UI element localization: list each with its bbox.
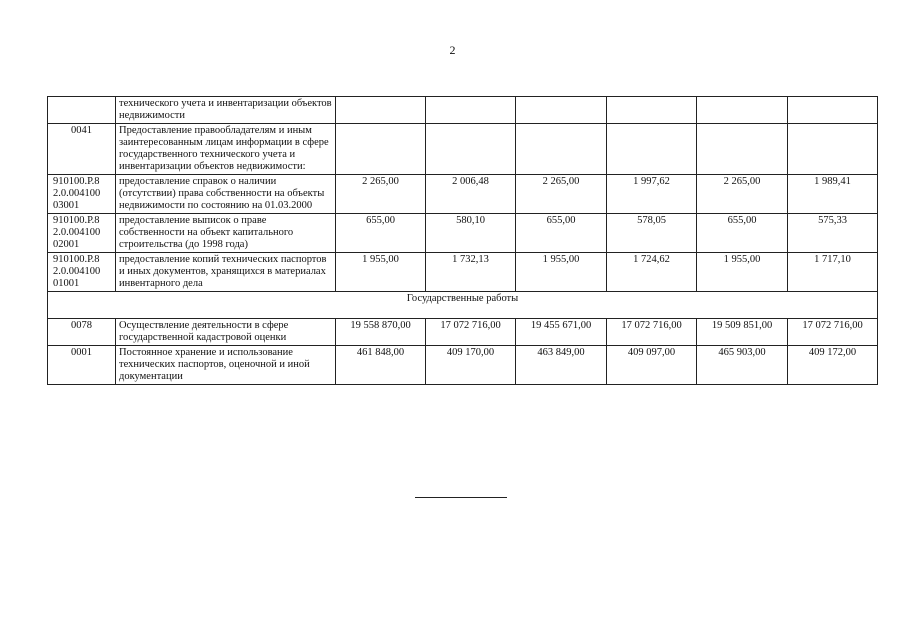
row-description: предоставление копий технических паспортов и иных документов, хранящихся в материалах инвентарного дела <box>116 253 336 292</box>
row-description: Постоянное хранение и использование технических паспортов, оценочной и иной документации <box>116 346 336 385</box>
row-value: 2 265,00 <box>697 175 788 214</box>
row-value: 19 455 671,00 <box>516 319 607 346</box>
row-code <box>48 97 116 124</box>
row-value <box>607 124 697 175</box>
footer-divider <box>415 497 507 498</box>
row-value: 19 509 851,00 <box>697 319 788 346</box>
row-description: технического учета и инвентаризации объектов недвижимости <box>116 97 336 124</box>
row-value: 465 903,00 <box>697 346 788 385</box>
row-value: 409 172,00 <box>788 346 878 385</box>
row-value: 655,00 <box>697 214 788 253</box>
row-code: 910100.Р.8 2.0.004100 03001 <box>48 175 116 214</box>
row-description: Предоставление правообладателям и иным заинтересованным лицам информации в сфере государственного технического учета и инвентаризации объектов недвижимости: <box>116 124 336 175</box>
row-value: 1 955,00 <box>516 253 607 292</box>
table-row <box>48 253 878 292</box>
row-code: 0078 <box>48 319 116 346</box>
row-value: 655,00 <box>516 214 607 253</box>
page-number: 2 <box>449 43 456 57</box>
row-value: 578,05 <box>607 214 697 253</box>
row-value: 1 724,62 <box>607 253 697 292</box>
table-row <box>48 214 878 253</box>
row-value <box>697 97 788 124</box>
row-value <box>426 124 516 175</box>
tariff-table <box>47 96 878 385</box>
row-value: 1 732,13 <box>426 253 516 292</box>
row-value: 2 265,00 <box>336 175 426 214</box>
row-value: 580,10 <box>426 214 516 253</box>
row-value <box>336 97 426 124</box>
row-value <box>607 97 697 124</box>
row-value: 575,33 <box>788 214 878 253</box>
row-value: 17 072 716,00 <box>607 319 697 346</box>
row-code: 910100.Р.8 2.0.004100 02001 <box>48 214 116 253</box>
table-row <box>48 124 878 175</box>
row-value: 1 997,62 <box>607 175 697 214</box>
row-value <box>788 124 878 175</box>
table-row <box>48 175 878 214</box>
row-value <box>788 97 878 124</box>
row-value <box>336 124 426 175</box>
table-row <box>48 319 878 346</box>
row-value: 2 006,48 <box>426 175 516 214</box>
table-row <box>48 97 878 124</box>
row-value: 1 955,00 <box>336 253 426 292</box>
row-value: 1 717,10 <box>788 253 878 292</box>
table-row <box>48 346 878 385</box>
row-value: 1 955,00 <box>697 253 788 292</box>
row-value <box>516 124 607 175</box>
row-value: 655,00 <box>336 214 426 253</box>
row-value <box>697 124 788 175</box>
row-value: 409 170,00 <box>426 346 516 385</box>
row-code: 0001 <box>48 346 116 385</box>
row-value: 17 072 716,00 <box>426 319 516 346</box>
row-value: 1 989,41 <box>788 175 878 214</box>
row-value <box>426 97 516 124</box>
row-code: 0041 <box>48 124 116 175</box>
section-row <box>48 292 878 319</box>
row-description: предоставление справок о наличии (отсутствии) права собственности на объекты недвижимости по состоянию на 01.03.2000 <box>116 175 336 214</box>
row-description: предоставление выписок о праве собственности на объект капитального строительства (до 1998 года) <box>116 214 336 253</box>
row-value: 19 558 870,00 <box>336 319 426 346</box>
row-code: 910100.Р.8 2.0.004100 01001 <box>48 253 116 292</box>
row-value <box>516 97 607 124</box>
row-value: 409 097,00 <box>607 346 697 385</box>
row-value: 463 849,00 <box>516 346 607 385</box>
row-value: 17 072 716,00 <box>788 319 878 346</box>
row-value: 461 848,00 <box>336 346 426 385</box>
section-title: Государственные работы <box>48 292 878 319</box>
row-value: 2 265,00 <box>516 175 607 214</box>
row-description: Осуществление деятельности в сфере государственной кадастровой оценки <box>116 319 336 346</box>
